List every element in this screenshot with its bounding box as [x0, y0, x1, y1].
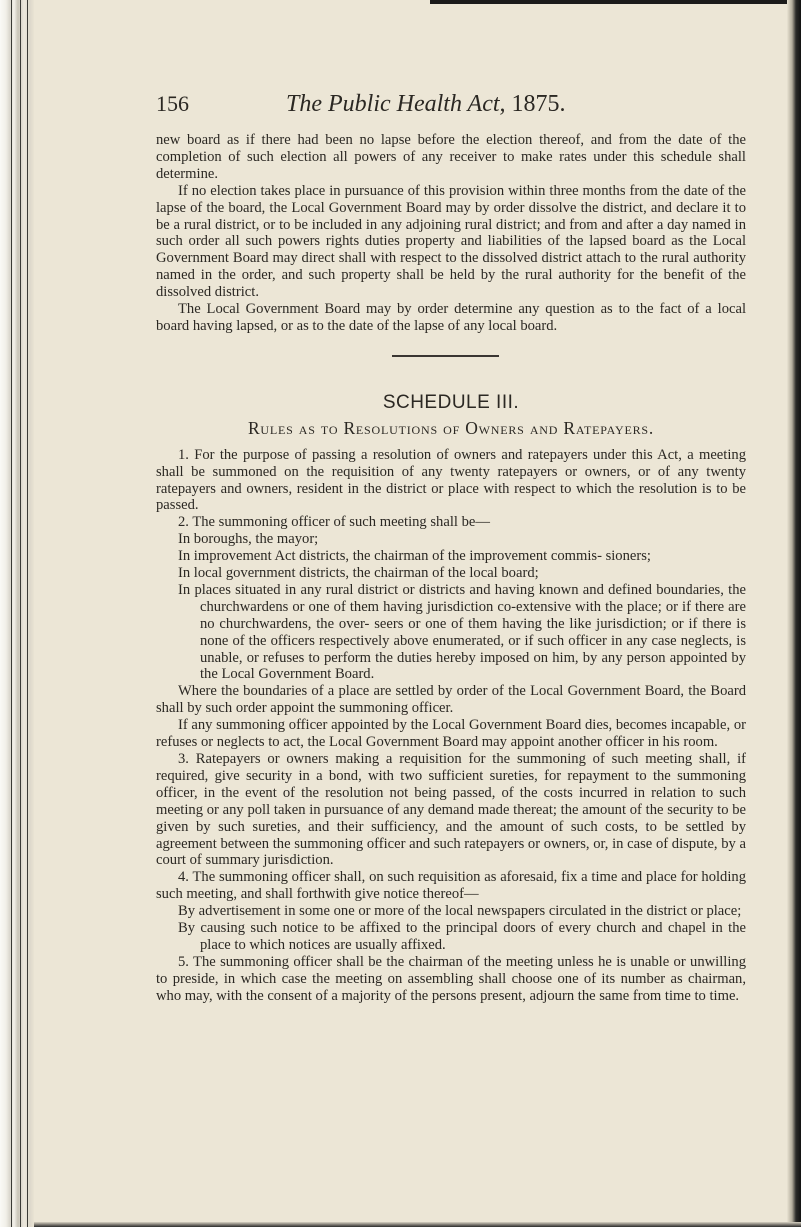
section-divider — [392, 355, 499, 357]
list-item: In improvement Act districts, the chairman of the improvement commis- sioners; — [178, 548, 651, 565]
rule-2: 2. The summoning officer of such meeting shall be— — [178, 514, 490, 531]
act-year: 1875. — [511, 91, 566, 117]
paragraph: The Local Government Board may by order determine any question as to the fact of a local board having lapsed, or as to the date of the lapse of any local board. — [156, 301, 746, 334]
paragraph: If any summoning officer appointed by the Local Government Board dies, becomes incapable, or refuses or neglects to act, the Local Government Board may appoint another officer in his room. — [156, 717, 746, 751]
page-top-edge — [430, 0, 801, 4]
schedule-title: SCHEDULE III. — [382, 391, 520, 413]
rule-5: 5. The summoning officer shall be the chairman of the meeting unless he is unable or unwilling to preside, in which case the meeting on assembling shall choose one of its number as chairman, who may, with the consent of a majority of the persons present, adjourn the same from time to time. — [156, 953, 746, 1004]
rule-4: 4. The summoning officer shall, on such requisition as aforesaid, fix a time and place for holding such meeting, and shall forthwith give notice thereof— — [156, 869, 746, 903]
book-page — [156, 90, 783, 1004]
list-item: In boroughs, the mayor; — [178, 531, 319, 548]
act-title: The Public Health Act, — [286, 91, 506, 117]
page-right-edge — [787, 0, 801, 1227]
binding-line — [20, 0, 21, 1227]
page-number: 156 — [156, 91, 189, 116]
book-binding-gutter — [0, 0, 34, 1227]
rule-3: 3. Ratepayers or owners making a requisition for the summoning of such meeting shall, if required, give security in a bond, with two sufficient sureties, for repayment to the summoning officer, in the event of the resolution not being passed, of the costs incurred in relation to such meeting or any poll taken in pursuance of any demand made thereat; the amount of the security to be given by such sureties, and their sufficiency, and the amount of such costs, to be settled by agreement between the summoning officer and such ratepayers or owners, or, in case of dispute, by a court of summary jurisdiction. — [156, 751, 746, 869]
binding-line — [27, 0, 28, 1227]
list-item: By advertisement in some one or more of the local newspapers circulated in the district or place; — [178, 903, 742, 920]
list-item: In local government districts, the chairman of the local board; — [178, 565, 539, 582]
page-body — [156, 132, 746, 1005]
running-head — [156, 90, 783, 124]
rule-1: 1. For the purpose of passing a resolution of owners and ratepayers under this Act, a meeting shall be summoned on the requisition of any twenty ratepayers or owners, or of any twenty ratepayers and owners, resident in the district or place with respect to which the resolution is to be passed. — [156, 446, 746, 514]
page-bottom-edge — [34, 1222, 801, 1227]
list-item: By causing such notice to be affixed to the principal doors of every church and chapel in the place to which notices are usually affixed. — [178, 920, 746, 953]
rules-heading: Rules as to Resolutions of Owners and Ratepayers. — [247, 417, 655, 438]
paragraph: new board as if there had been no lapse before the election thereof, and from the date of the completion of such election all powers of any receiver to make rates under this schedule shall determine. — [156, 132, 746, 182]
binding-line — [11, 0, 12, 1227]
list-item: In places situated in any rural district or districts and having known and defined boundaries, the churchwardens or one of them having jurisdiction co-extensive with the place; or if there are no churchwardens, the over- seers or one of them having the like jurisdiction; or if there is none of the officers respectively above enumerated, or if such officer in any case neglects, is unable, or refuses to perform the duties hereby imposed on him, by any person appointed by the Local Government Board. — [178, 581, 746, 683]
paragraph: If no election takes place in pursuance of this provision within three months from the date of the lapse of the board, the Local Government Board may by order dissolve the district, and declare it to be a rural district, or to be included in any adjoining rural district; and from and after a day named in such order all such powers rights duties property and liabilities of the lapsed board as the Local Government Board may direct shall with respect to the dissolved district attach to the rural authority named in the order, and such property shall be held by the rural authority for the benefit of the dissolved district. — [156, 182, 746, 301]
paragraph: Where the boundaries of a place are settled by order of the Local Government Board, the Board shall by such order appoint the summoning officer. — [156, 683, 746, 717]
running-head-title — [286, 90, 566, 118]
